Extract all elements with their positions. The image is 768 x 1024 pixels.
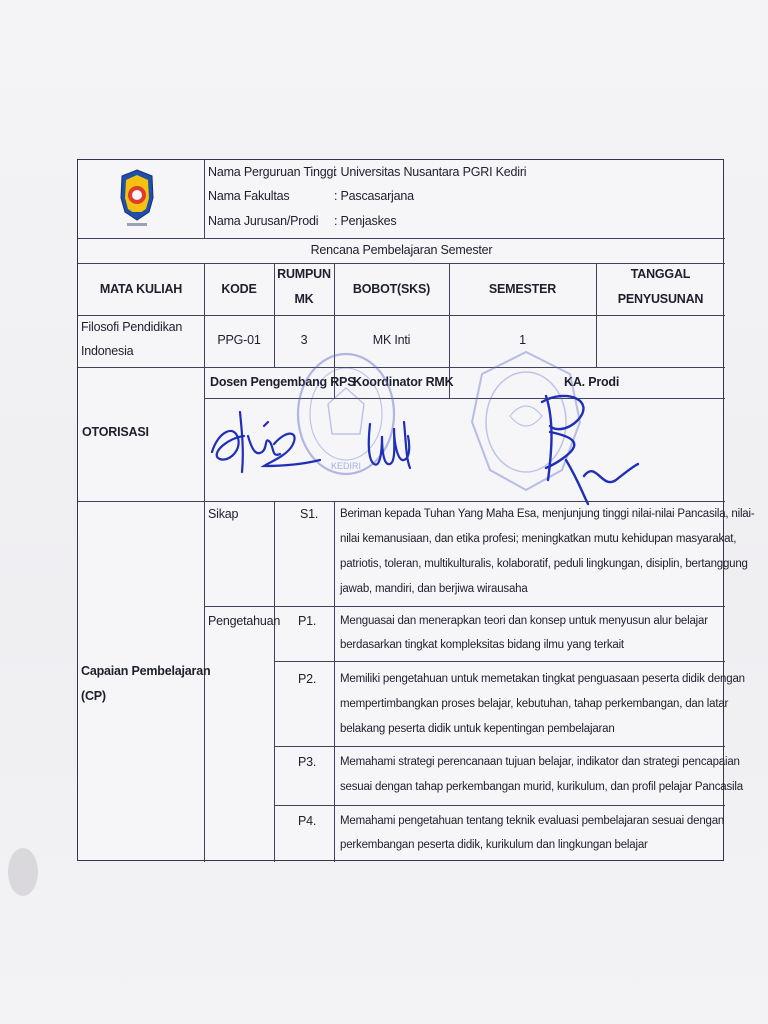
header-value: : Penjaskes — [334, 214, 397, 228]
cp-text: patriotis, toleran, multikulturalis, kolaboratif, peduli lingkungan, disiplin, bertanggung — [340, 558, 748, 570]
koordinator-label: Koordinator RMK — [353, 375, 454, 389]
cp-label: Capaian Pembelajaran — [81, 664, 211, 678]
col-semester: SEMESTER — [488, 282, 557, 296]
course-kode: PPG-01 — [217, 333, 261, 347]
header-label: Nama Fakultas — [208, 189, 290, 203]
document-title: Rencana Pembelajaran Semester — [310, 243, 493, 257]
cp-text: belakang peserta didik untuk kepentingan pembelajaran — [340, 723, 615, 735]
cp-text: sesuai dengan tahap perkembangan murid, kurikulum, dan profil pelajar Pancasila — [340, 781, 743, 793]
sikap-label: Sikap — [208, 507, 239, 521]
university-logo-icon — [119, 168, 155, 230]
col-kode: KODE — [221, 282, 257, 296]
line — [334, 263, 335, 367]
cp-text: nilai kemanusiaan, dan etika profesi; meningkatkan mutu kehidupan masyarakat, — [340, 533, 737, 545]
signature-kaprodi-icon — [526, 380, 646, 510]
line — [274, 661, 725, 662]
cp-text: Beriman kepada Tuhan Yang Maha Esa, menjunjung tinggi nilai-nilai Pancasila, nilai- — [340, 508, 755, 520]
line — [78, 238, 725, 239]
line — [78, 367, 725, 368]
line — [78, 315, 725, 316]
course-name: Indonesia — [81, 344, 134, 358]
cp-code: P1. — [298, 614, 317, 628]
cp-text: Menguasai dan menerapkan teori dan konsep untuk menyusun alur belajar — [340, 615, 708, 627]
cp-code: P2. — [298, 672, 317, 686]
course-semester: 1 — [519, 333, 526, 347]
cp-text: jawab, mandiri, dan berjiwa wirausaha — [340, 583, 528, 595]
kaprodi-label: KA. Prodi — [564, 375, 620, 389]
col-tanggal-penyusunan: PENYUSUNAN — [617, 292, 704, 306]
svg-text:KEDIRI: KEDIRI — [330, 461, 362, 471]
cp-label: (CP) — [81, 689, 106, 703]
cp-code: P3. — [298, 755, 317, 769]
col-tanggal: TANGGAL — [630, 267, 691, 281]
line — [274, 501, 275, 862]
cp-text: berdasarkan tingkat kompleksitas bidang ilmu yang terkait — [340, 639, 624, 651]
col-mata-kuliah: MATA KULIAH — [99, 282, 183, 296]
cp-text: perkembangan peserta didik, kurikulum dan lingkungan belajar — [340, 839, 648, 851]
line — [204, 398, 725, 399]
col-rumpun-mk: MK — [294, 292, 314, 306]
signature-koordinator-icon — [360, 412, 420, 482]
course-name: Filosofi Pendidikan — [81, 320, 183, 334]
line — [449, 263, 450, 367]
line — [334, 501, 335, 862]
cp-text: Memiliki pengetahuan untuk memetakan tingkat penguasaan peserta didik dengan — [340, 673, 745, 685]
line — [78, 501, 725, 502]
official-stamp-icon — [466, 346, 586, 496]
cp-text: Memahami pengetahuan tentang teknik evaluasi pembelajaran sesuai dengan — [340, 815, 725, 827]
scan-blot — [8, 848, 38, 896]
otorisasi-label: OTORISASI — [82, 425, 149, 439]
course-bobot: MK Inti — [372, 333, 411, 347]
signature-dosen-icon — [204, 392, 324, 492]
dosen-pengembang-label: Dosen Pengembang RPS — [210, 375, 356, 389]
header-divider — [204, 160, 205, 238]
cp-text: mempertimbangkan proses belajar, kebutuhan, tahap perkembangan, dan latar — [340, 698, 729, 710]
header-label: Nama Perguruan Tinggi — [208, 165, 336, 179]
line — [204, 606, 725, 607]
pengetahuan-label: Pengetahuan — [208, 614, 281, 628]
header-value: : Pascasarjana — [334, 189, 414, 203]
line — [204, 263, 205, 862]
official-stamp-icon — [288, 344, 408, 484]
line — [78, 263, 725, 264]
cp-text: Memahami strategi perencanaan tujuan belajar, indikator dan strategi pencapaian — [340, 756, 740, 768]
course-rumpun: 3 — [300, 333, 308, 347]
rps-table — [77, 159, 755, 861]
col-rumpun: RUMPUN — [277, 267, 331, 281]
cp-code: S1. — [300, 507, 319, 521]
header-value: : Universitas Nusantara PGRI Kediri — [334, 165, 527, 179]
line — [274, 805, 725, 806]
col-bobot: BOBOT(SKS) — [352, 282, 431, 296]
cp-code: P4. — [298, 814, 317, 828]
header-label: Nama Jurusan/Prodi — [208, 214, 319, 228]
line — [274, 746, 725, 747]
